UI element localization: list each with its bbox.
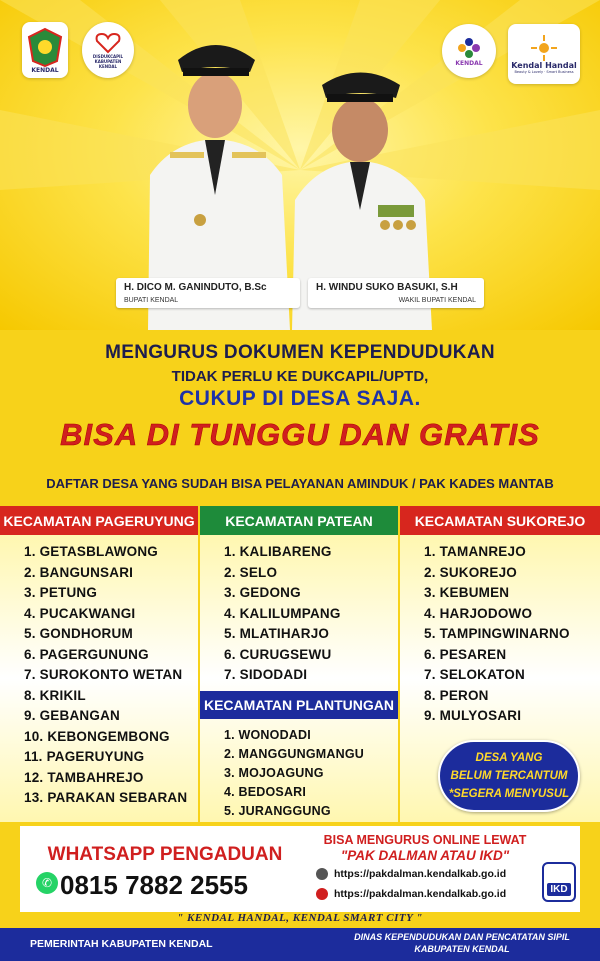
logo-disdukcapil-caption: DISDUKCAPIL KABUPATEN KENDAL	[92, 53, 124, 69]
bupati-name: H. DICO M. GANINDUTO, B.Sc	[124, 282, 267, 293]
list-item: 4. HARJODOWO	[424, 605, 533, 621]
ikd-label: IKD	[547, 883, 570, 896]
headline-line2: TIDAK PERLU KE DUKCAPIL/UPTD,	[171, 368, 429, 385]
heart-icon	[95, 32, 121, 54]
list-item: 9. MULYOSARI	[424, 708, 522, 723]
list-item: 2. MANGGUNGMANGU	[224, 747, 365, 761]
link-row-web[interactable]	[316, 868, 506, 880]
kendal-city-logo	[442, 24, 496, 78]
link-row-youtube[interactable]	[316, 888, 506, 900]
list-item: 1. GETASBLAWONG	[24, 544, 159, 559]
list-item: 6. CURUGSEWU	[224, 646, 332, 662]
pakdalman-link-2[interactable]: https://pakdalman.kendalkab.go.id	[334, 888, 507, 900]
list-item: 1. KALIBARENG	[224, 544, 332, 559]
nameplate-wakil-bupati	[308, 278, 484, 308]
list-item: 8. PERON	[424, 687, 489, 703]
ikd-app-icon	[542, 862, 576, 902]
headline-block	[0, 330, 600, 470]
online-line1: BISA MENGURUS ONLINE LEWAT	[323, 833, 527, 847]
note-line2: BELUM TERCANTUM	[450, 770, 568, 782]
village-list-pageruyung	[24, 542, 187, 809]
headline-line3: CUKUP DI DESA SAJA.	[179, 387, 421, 410]
logo-handal-title: Kendal Handal	[511, 60, 577, 70]
footer-bar	[0, 928, 600, 961]
online-line2: "PAK DALMAN ATAU IKD"	[340, 848, 510, 863]
wakil-bupati-name: H. WINDU SUKO BASUKI, S.H	[316, 282, 458, 293]
list-item: 5. TAMPINGWINARNO	[424, 626, 570, 641]
crest-icon	[27, 27, 63, 67]
district-header-sukorejo: KECAMATAN SUKOREJO	[400, 506, 600, 535]
logo-right1-caption: KENDAL	[455, 59, 483, 67]
district-header-patean: KECAMATAN PATEAN	[200, 506, 398, 535]
kendal-regency-logo	[22, 22, 68, 78]
district-header-plantungan: KECAMATAN PLANTUNGAN	[200, 691, 398, 719]
list-item: 11. PAGERUYUNG	[24, 749, 145, 764]
list-item: 6. PESAREN	[424, 646, 507, 662]
list-item: 5. GONDHORUM	[24, 626, 133, 641]
whatsapp-number[interactable]: 0815 7882 2555	[60, 870, 248, 900]
bupati-role: BUPATI KENDAL	[124, 297, 179, 304]
list-item: 2. SELO	[224, 564, 278, 580]
list-item: 5. MLATIHARJO	[224, 626, 330, 641]
list-item: 5. JURANGGUNG	[224, 804, 331, 818]
list-item: 4. BEDOSARI	[224, 785, 307, 799]
whatsapp-complaint-title: WHATSAPP PENGADUAN	[47, 844, 283, 865]
list-item: 10. KEBONGEMBONG	[24, 728, 170, 744]
list-item: 4. KALILUMPANG	[224, 605, 341, 621]
list-item: 3. GEDONG	[224, 585, 301, 600]
list-item: 9. GEBANGAN	[24, 708, 120, 723]
list-item: 8. KRIKIL	[24, 687, 86, 703]
logo-left-caption: KENDAL	[31, 66, 59, 74]
list-item: 12. TAMBAHREJO	[24, 769, 144, 785]
list-item: 6. PAGERGUNUNG	[24, 646, 149, 662]
list-item: 7. SELOKATON	[424, 667, 525, 682]
list-item: 3. KEBUMEN	[424, 585, 510, 600]
list-item: 7. SUROKONTO WETAN	[24, 667, 183, 682]
kendal-handal-logo	[508, 24, 580, 84]
pending-villages-note	[438, 740, 580, 812]
note-line1: DESA YANG	[475, 752, 543, 764]
village-list-sukorejo	[424, 542, 570, 727]
list-item: 13. PARAKAN SEBARAN	[24, 790, 188, 805]
flower-icon	[454, 36, 484, 60]
footer-right-text: DINAS KEPENDUDUKAN DAN PENCATATAN SIPIL KABUPATEN KENDAL	[354, 932, 570, 954]
note-line3: *SEGERA MENYUSUL	[448, 788, 570, 800]
contact-panel	[20, 826, 580, 912]
nameplate-bupati	[116, 278, 300, 308]
pakdalman-link-1[interactable]: https://pakdalman.kendalkab.go.id	[334, 868, 507, 880]
list-item: 1. TAMANREJO	[424, 544, 526, 559]
play-icon	[316, 888, 328, 900]
list-item: 4. PUCAKWANGI	[24, 605, 136, 621]
headline-line1: MENGURUS DOKUMEN KEPENDUDUKAN	[105, 342, 495, 363]
disdukcapil-logo	[82, 22, 134, 78]
list-item: 3. MOJOAGUNG	[224, 766, 324, 780]
list-item: 2. BANGUNSARI	[24, 564, 134, 580]
list-item: 2. SUKOREJO	[424, 564, 517, 580]
globe-icon	[316, 868, 328, 880]
village-list-plantungan	[224, 726, 364, 821]
whatsapp-icon: ✆	[36, 872, 58, 894]
district-header-pageruyung: KECAMATAN PAGERUYUNG	[0, 506, 198, 535]
list-item: 3. PETUNG	[24, 585, 98, 600]
village-list-subheading: DAFTAR DESA YANG SUDAH BISA PELAYANAN AMINDUK / PAK KADES MANTAB	[46, 476, 554, 491]
online-service-title	[310, 832, 540, 864]
logo-handal-subtitle: Beauty & Lovely · Smart Business	[514, 69, 574, 74]
headline-line4: BISA DI TUNGGU DAN GRATIS	[60, 417, 540, 452]
list-item: 7. SIDODADI	[224, 667, 308, 682]
footer-left-text: PEMERINTAH KABUPATEN KENDAL	[30, 938, 213, 950]
list-item: 1. WONODADI	[224, 728, 311, 742]
hero-banner	[0, 0, 600, 330]
sunburst-icon	[527, 35, 561, 61]
village-list-patean	[224, 542, 341, 686]
wakil-bupati-role: WAKIL BUPATI KENDAL	[398, 297, 476, 304]
slogan: " KENDAL HANDAL, KENDAL SMART CITY "	[177, 912, 423, 924]
